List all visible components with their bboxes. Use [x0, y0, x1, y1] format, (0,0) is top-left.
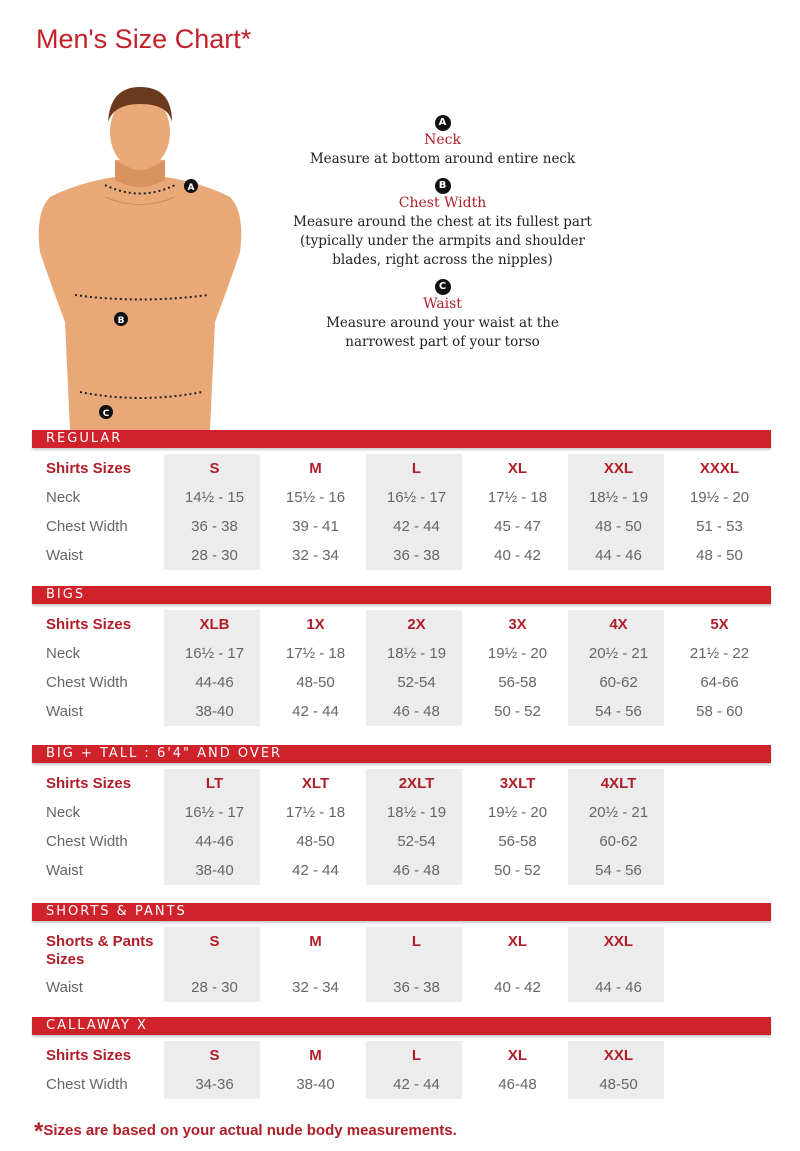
section-title: CALLAWAY X: [32, 1017, 771, 1035]
measure-desc: Measure around the chest at its fullest part: [293, 214, 592, 230]
table-cell: 39 - 41: [292, 518, 339, 535]
measure-desc: narrowest part of your torso: [345, 334, 540, 350]
size-label: XL: [507, 933, 528, 950]
row-label: Chest Width: [46, 518, 128, 535]
badge-icon: B: [435, 178, 451, 194]
table-row: [32, 668, 771, 697]
table-cell: 42 - 44: [393, 1076, 440, 1093]
section-4: [32, 1017, 771, 1099]
table-cell: 15½ - 16: [285, 489, 346, 506]
row-label: Waist: [46, 862, 83, 879]
table-cell: 19½ - 20: [689, 489, 750, 506]
row-label: Waist: [46, 547, 83, 564]
badge-icon: A: [435, 115, 451, 131]
table-cell: 44 - 46: [595, 979, 642, 996]
table-row: [32, 697, 771, 726]
svg-text:B: B: [117, 316, 125, 326]
row-label: Waist: [46, 703, 83, 720]
table-cell: 36 - 38: [191, 518, 238, 535]
table-cell: 16½ - 17: [184, 645, 245, 662]
section-title: REGULAR: [32, 430, 771, 448]
table-cell: 54 - 56: [595, 703, 642, 720]
size-label: XL: [507, 1047, 528, 1064]
table-cell: 44 - 46: [595, 547, 642, 564]
table-cell: 56-58: [498, 674, 537, 691]
size-label: L: [411, 933, 422, 950]
table-cell: 56-58: [498, 833, 537, 850]
measure-neck: [280, 112, 605, 169]
size-header-row: [32, 454, 771, 483]
table-cell: 60-62: [599, 833, 638, 850]
size-label: M: [309, 460, 322, 477]
size-label: XLT: [301, 775, 330, 792]
table-cell: 64-66: [700, 674, 739, 691]
row-label: Shorts & Pants Sizes: [46, 933, 154, 968]
section-1: [32, 586, 771, 726]
table-cell: 34-36: [195, 1076, 234, 1093]
section-2: [32, 745, 771, 885]
table-cell: 36 - 38: [393, 547, 440, 564]
measure-name: Waist: [423, 296, 462, 312]
table-cell: 28 - 30: [191, 979, 238, 996]
table-cell: 20½ - 21: [588, 804, 649, 821]
section-3: [32, 903, 771, 1002]
section-title: BIGS: [32, 586, 771, 604]
size-label: L: [411, 460, 422, 477]
table-cell: 32 - 34: [292, 979, 339, 996]
size-label: XL: [507, 460, 528, 477]
table-cell: 14½ - 15: [184, 489, 245, 506]
size-label: XXL: [603, 460, 634, 477]
size-header-row: [32, 610, 771, 639]
table-row: [32, 973, 771, 1002]
table-cell: 21½ - 22: [689, 645, 750, 662]
measure-desc: Measure around your waist at the: [326, 315, 559, 331]
table-cell: 46 - 48: [393, 703, 440, 720]
table-row: [32, 541, 771, 570]
size-label: 4XLT: [600, 775, 637, 792]
table-row: [32, 827, 771, 856]
size-label: XXL: [603, 1047, 634, 1064]
size-label: L: [411, 1047, 422, 1064]
table-cell: 52-54: [397, 833, 436, 850]
table-row: [32, 1070, 771, 1099]
table-cell: 17½ - 18: [487, 489, 548, 506]
table-cell: 48 - 50: [595, 518, 642, 535]
size-label: XXL: [603, 933, 634, 950]
measure-desc: blades, right across the nipples): [332, 252, 553, 268]
table-cell: 48 - 50: [696, 547, 743, 564]
size-header-row: [32, 927, 771, 973]
table-cell: 36 - 38: [393, 979, 440, 996]
table-cell: 42 - 44: [292, 703, 339, 720]
table-row: [32, 798, 771, 827]
footnote: *Sizes are based on your actual nude body measurements.: [34, 1118, 457, 1145]
table-cell: 51 - 53: [696, 518, 743, 535]
size-label: S: [209, 460, 220, 477]
measure-name: Chest Width: [398, 195, 487, 211]
table-cell: 44-46: [195, 833, 234, 850]
row-label: Neck: [46, 804, 81, 821]
table-cell: 48-50: [599, 1076, 638, 1093]
table-cell: 16½ - 17: [184, 804, 245, 821]
table-cell: 19½ - 20: [487, 645, 548, 662]
table-cell: 28 - 30: [191, 547, 238, 564]
body-measurement-figure: [30, 82, 250, 430]
table-cell: 16½ - 17: [386, 489, 447, 506]
row-label: Neck: [46, 489, 81, 506]
table-cell: 38-40: [195, 862, 234, 879]
size-label: 2X: [407, 616, 426, 633]
size-label: 1X: [306, 616, 325, 633]
measure-chest-width: [280, 175, 605, 270]
table-row: [32, 856, 771, 885]
row-label: Neck: [46, 645, 81, 662]
size-label: S: [209, 1047, 220, 1064]
table-cell: 18½ - 19: [588, 489, 649, 506]
size-label: M: [309, 1047, 322, 1064]
table-cell: 42 - 44: [292, 862, 339, 879]
size-header-row: [32, 769, 771, 798]
row-label: Shirts Sizes: [46, 774, 132, 792]
measure-desc: (typically under the armpits and shoulder: [299, 233, 586, 249]
size-label: 3X: [508, 616, 527, 633]
svg-text:C: C: [102, 409, 110, 419]
table-cell: 32 - 34: [292, 547, 339, 564]
table-cell: 45 - 47: [494, 518, 541, 535]
table-cell: 19½ - 20: [487, 804, 548, 821]
row-label: Shirts Sizes: [46, 615, 132, 633]
table-cell: 50 - 52: [494, 862, 541, 879]
table-cell: 60-62: [599, 674, 638, 691]
row-label: Shirts Sizes: [46, 459, 132, 477]
measurement-instructions: [280, 112, 605, 358]
row-label: Chest Width: [46, 1076, 128, 1093]
table-row: [32, 483, 771, 512]
size-label: XLB: [199, 616, 230, 633]
size-label: 3XLT: [499, 775, 536, 792]
table-row: [32, 639, 771, 668]
page-title: Men's Size Chart*: [36, 24, 252, 54]
section-title: SHORTS & PANTS: [32, 903, 771, 921]
table-cell: 40 - 42: [494, 979, 541, 996]
table-cell: 20½ - 21: [588, 645, 649, 662]
table-cell: 48-50: [296, 674, 335, 691]
table-cell: 18½ - 19: [386, 804, 447, 821]
table-cell: 38-40: [195, 703, 234, 720]
size-label: 2XLT: [398, 775, 435, 792]
table-cell: 44-46: [195, 674, 234, 691]
table-cell: 17½ - 18: [285, 804, 346, 821]
table-cell: 50 - 52: [494, 703, 541, 720]
table-cell: 18½ - 19: [386, 645, 447, 662]
size-label: 4X: [609, 616, 628, 633]
row-label: Chest Width: [46, 674, 128, 691]
measure-waist: [280, 276, 605, 352]
row-label: Shirts Sizes: [46, 1046, 132, 1064]
measure-name: Neck: [424, 132, 461, 148]
table-cell: 46 - 48: [393, 862, 440, 879]
size-label: S: [209, 933, 220, 950]
size-label: M: [309, 933, 322, 950]
table-cell: 46-48: [498, 1076, 537, 1093]
size-label: XXXL: [699, 460, 740, 477]
table-cell: 52-54: [397, 674, 436, 691]
size-header-row: [32, 1041, 771, 1070]
table-cell: 42 - 44: [393, 518, 440, 535]
measure-desc: Measure at bottom around entire neck: [309, 151, 576, 167]
section-0: [32, 430, 771, 570]
size-label: LT: [205, 775, 224, 792]
svg-text:A: A: [187, 183, 195, 193]
table-cell: 38-40: [296, 1076, 335, 1093]
row-label: Chest Width: [46, 833, 128, 850]
table-row: [32, 512, 771, 541]
table-cell: 17½ - 18: [285, 645, 346, 662]
badge-icon: C: [435, 279, 451, 295]
row-label: Waist: [46, 979, 83, 996]
size-label: 5X: [710, 616, 729, 633]
table-cell: 48-50: [296, 833, 335, 850]
table-cell: 40 - 42: [494, 547, 541, 564]
table-cell: 54 - 56: [595, 862, 642, 879]
table-cell: 58 - 60: [696, 703, 743, 720]
section-title: BIG + TALL : 6'4" AND OVER: [32, 745, 771, 763]
